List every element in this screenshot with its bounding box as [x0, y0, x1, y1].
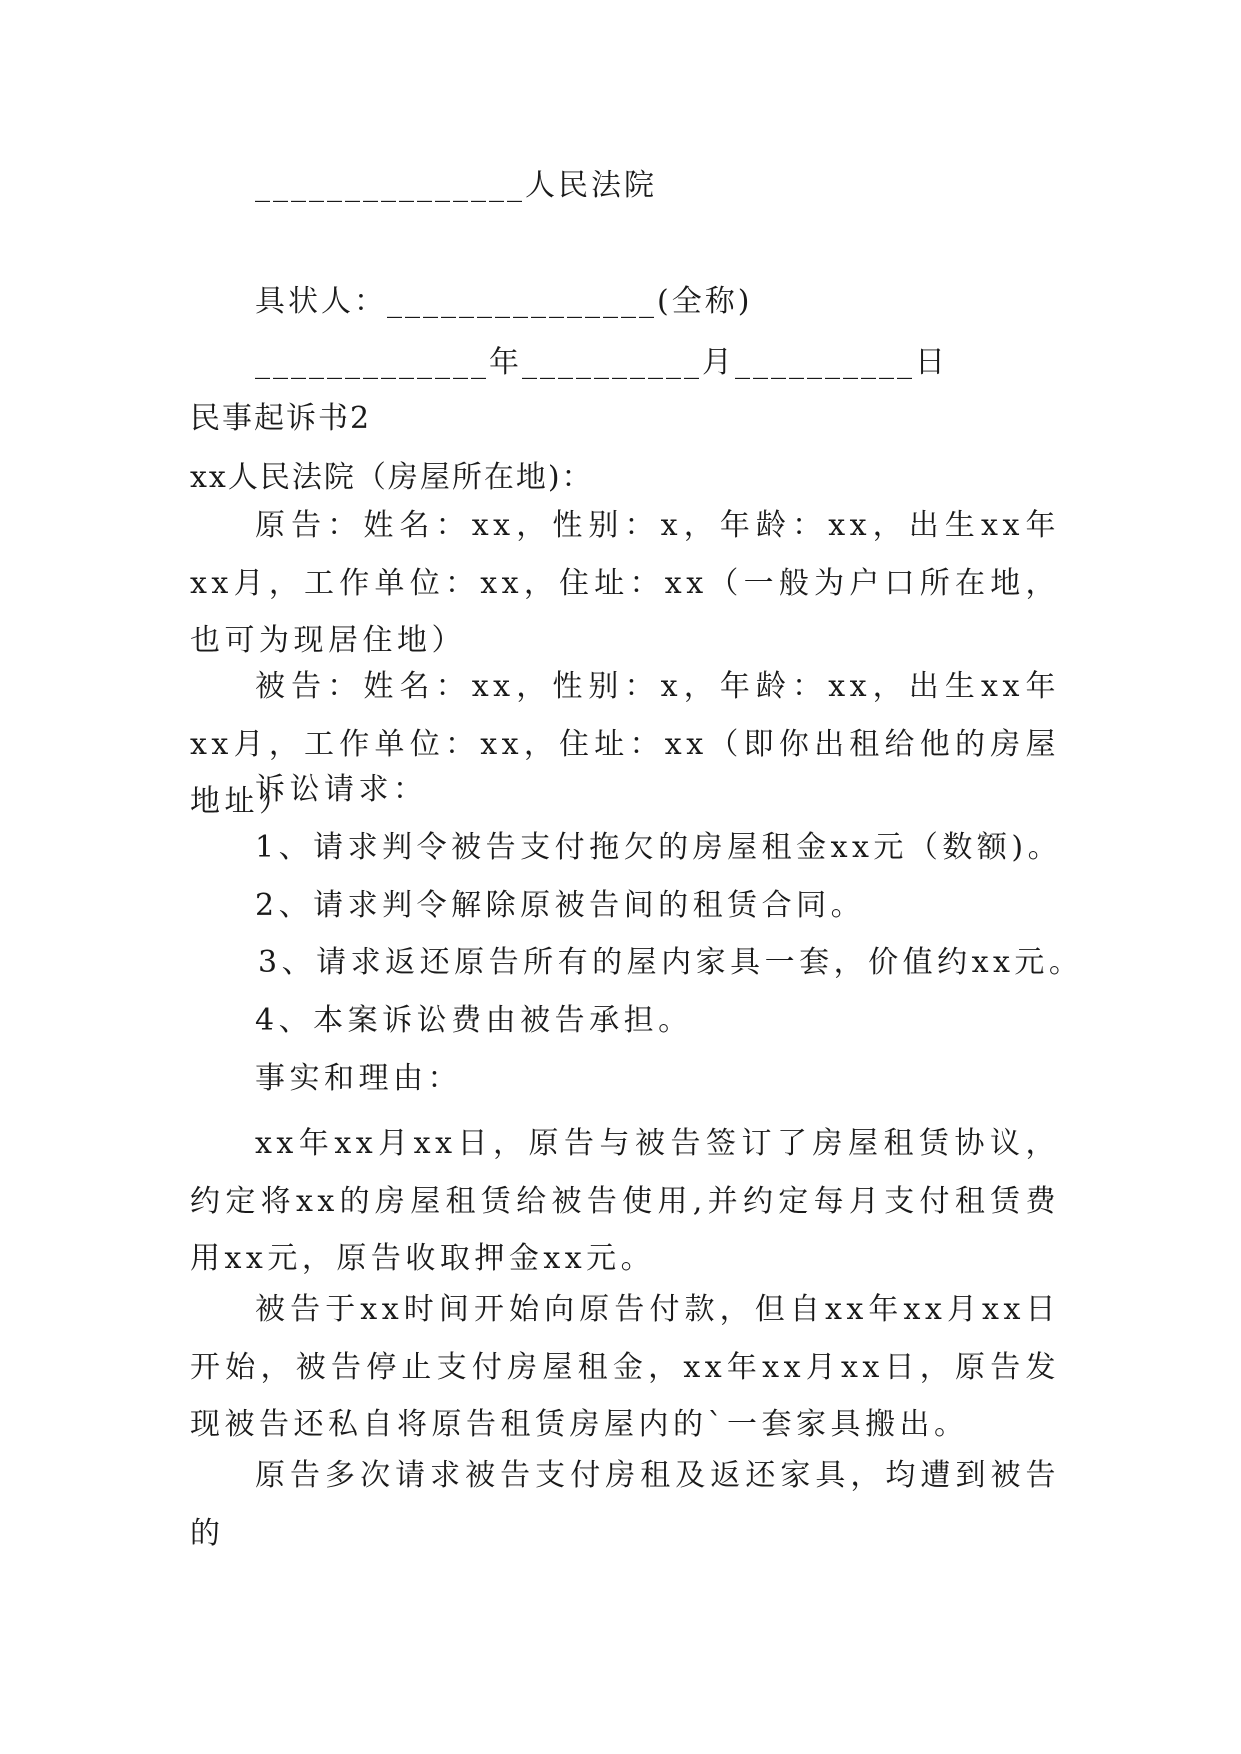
claims-heading: 诉讼请求：	[255, 772, 428, 807]
addressee-line: xx人民法院（房屋所在地)：	[190, 460, 594, 495]
claim-item: 2、请求判令解除原被告间的租赁合同。	[255, 888, 866, 923]
facts-paragraph: 被告于xx时间开始向原告付款，但自xx年xx月xx日开始，被告停止支付房屋租金，xx年xx月xx日，原告发现被告还私自将原告租赁房屋内的`一套家具搬出。	[190, 1292, 1060, 1442]
plaintiff-paragraph: 原告：姓名：xx，性别：x，年龄：xx，出生xx年xx月，工作单位：xx，住址：xx（一般为户口所在地，也可为现居住地）	[190, 508, 1060, 658]
defendant-paragraph: 被告：姓名：xx，性别：x，年龄：xx，出生xx年xx月，工作单位：xx，住址：xx（即你出租给他的房屋地址）	[190, 669, 1060, 819]
claim-item: 1、请求判令被告支付拖欠的房屋租金xx元（数额)。	[255, 830, 1063, 865]
signer-line: 具状人：_______________(全称)	[255, 284, 753, 319]
date-line: _____________年__________月__________日	[255, 345, 948, 380]
facts-heading: 事实和理由：	[255, 1061, 462, 1096]
claim-item: 3、请求返还原告所有的屋内家具一套，价值约xx元。	[258, 945, 1084, 980]
court-name-line: _______________人民法院	[255, 168, 657, 203]
facts-paragraph: xx年xx月xx日，原告与被告签订了房屋租赁协议，约定将xx的房屋租赁给被告使用,并约定每月支付租赁费用xx元，原告收取押金xx元。	[190, 1126, 1060, 1276]
document-title: 民事起诉书2	[190, 401, 372, 436]
facts-paragraph: 原告多次请求被告支付房租及返还家具，均遭到被告的	[190, 1458, 1060, 1551]
claim-item: 4、本案诉讼费由被告承担。	[255, 1003, 693, 1038]
